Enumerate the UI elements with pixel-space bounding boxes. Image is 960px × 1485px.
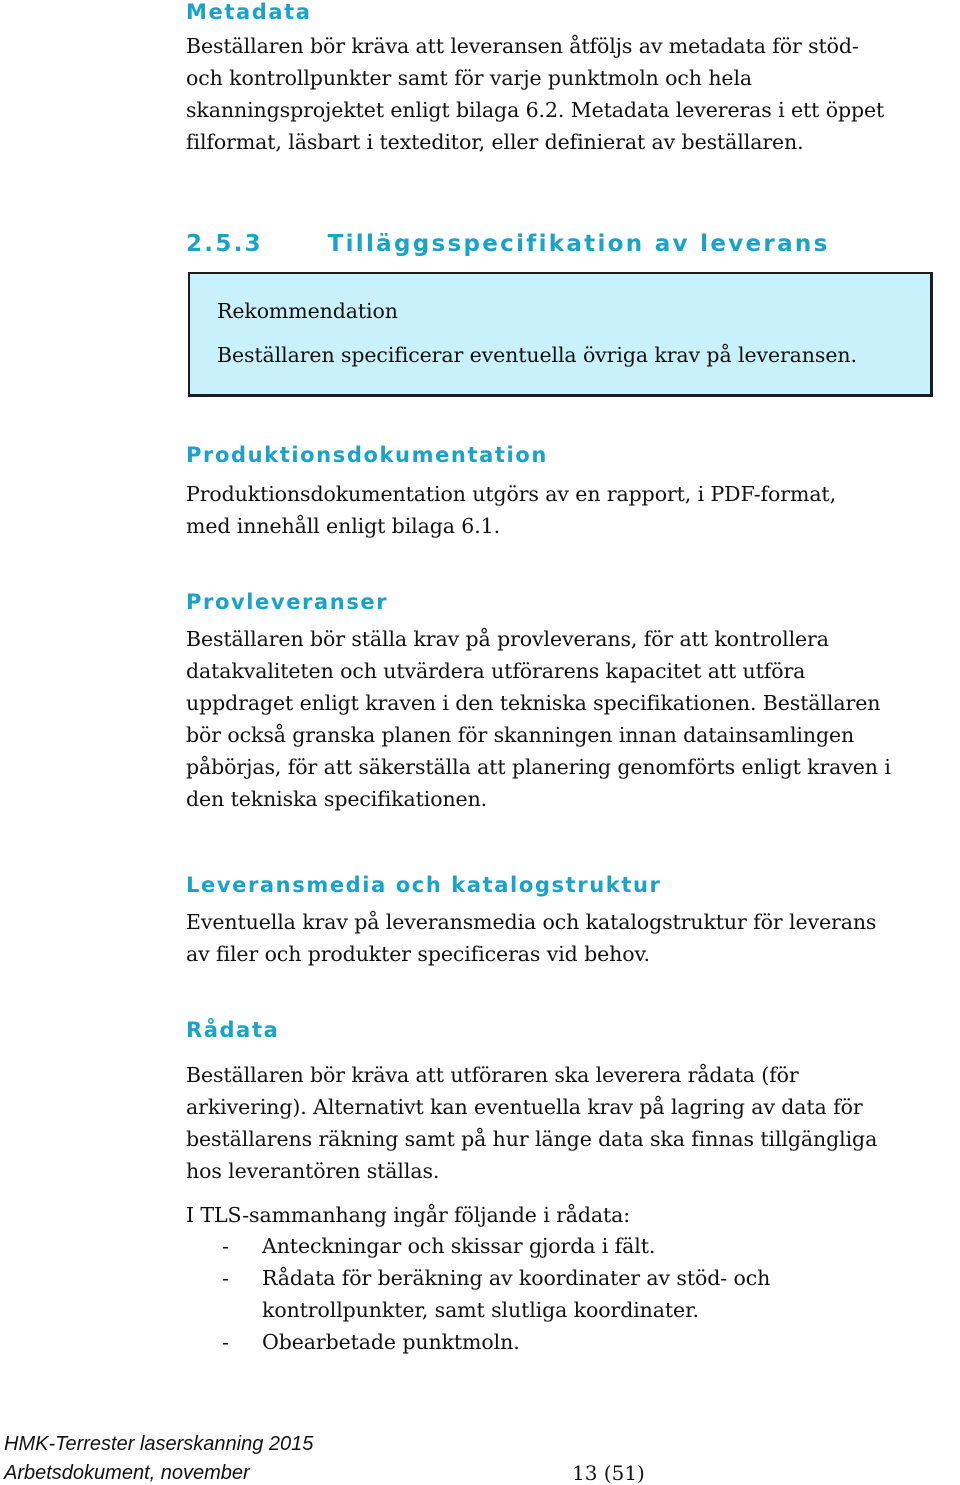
paragraph-line: och kontrollpunkter samt för varje punktmoln och hela	[186, 66, 753, 90]
list-item-text: kontrollpunkter, samt slutliga koordinater.	[262, 1298, 699, 1322]
paragraph-line: Produktionsdokumentation utgörs av en rapport, i PDF-format,	[186, 482, 836, 506]
paragraph-line: Beställaren bör ställa krav på provleverans, för att kontrollera	[186, 627, 829, 651]
paragraph-provleveranser	[186, 623, 946, 815]
recommendation-text: Beställaren specificerar eventuella övriga krav på leveransen.	[217, 343, 857, 367]
section-heading-leveransmedia: Leveransmedia och katalogstruktur	[186, 873, 662, 897]
paragraph-radata	[186, 1059, 946, 1187]
section-heading-metadata: Metadata	[186, 0, 312, 24]
radata-intro	[186, 1199, 946, 1231]
paragraph-line: den tekniska specifikationen.	[186, 787, 488, 811]
paragraph-line: I TLS-sammanhang ingår följande i rådata:	[186, 1203, 631, 1227]
section-heading-produktionsdokumentation: Produktionsdokumentation	[186, 443, 548, 467]
paragraph-line: filformat, läsbart i texteditor, eller definierat av beställaren.	[186, 130, 804, 154]
footer-document-status: Arbetsdokument, november	[4, 1462, 250, 1484]
section-heading-radata: Rådata	[186, 1018, 280, 1042]
paragraph-line: Beställaren bör kräva att leveransen åtföljs av metadata för stöd-	[186, 34, 859, 58]
radata-list	[186, 1230, 770, 1358]
list-item	[186, 1326, 770, 1358]
list-bullet: -	[222, 1234, 229, 1258]
section-heading-provleveranser: Provleveranser	[186, 590, 389, 614]
paragraph-line: av filer och produkter specificeras vid behov.	[186, 942, 650, 966]
paragraph-line: skanningsprojektet enligt bilaga 6.2. Metadata levereras i ett öppet	[186, 98, 885, 122]
paragraph-line: Eventuella krav på leveransmedia och katalogstruktur för leverans	[186, 910, 877, 934]
list-bullet: -	[222, 1266, 229, 1290]
paragraph-line: hos leverantören ställas.	[186, 1159, 440, 1183]
footer-document-title: HMK-Terrester laserskanning 2015	[4, 1433, 314, 1455]
list-item	[186, 1262, 770, 1326]
paragraph-line: datakvaliteten och utvärdera utförarens kapacitet att utföra	[186, 659, 806, 683]
paragraph-line: bör också granska planen för skanningen innan datainsamlingen	[186, 723, 855, 747]
subsection-number: 2.5.3	[186, 231, 263, 257]
recommendation-box	[188, 272, 933, 397]
list-item-text: Rådata för beräkning av koordinater av stöd- och	[262, 1266, 771, 1290]
paragraph-line: beställarens räkning samt på hur länge data ska finnas tillgängliga	[186, 1127, 878, 1151]
paragraph-line: med innehåll enligt bilaga 6.1.	[186, 514, 501, 538]
recommendation-label: Rekommendation	[217, 299, 398, 323]
paragraph-metadata	[186, 30, 946, 158]
page-number: 13 (51)	[572, 1461, 645, 1485]
paragraph-line: Beställaren bör kräva att utföraren ska leverera rådata (för	[186, 1063, 799, 1087]
paragraph-produktionsdokumentation	[186, 478, 946, 542]
list-item	[186, 1230, 770, 1262]
list-item-text: Obearbetade punktmoln.	[262, 1330, 520, 1354]
paragraph-line: arkivering). Alternativt kan eventuella krav på lagring av data för	[186, 1095, 863, 1119]
list-item-text: Anteckningar och skissar gjorda i fält.	[262, 1234, 656, 1258]
subsection-title: Tilläggsspecifikation av leverans	[327, 231, 830, 257]
subsection-heading	[186, 231, 830, 257]
paragraph-leveransmedia	[186, 906, 946, 970]
paragraph-line: påbörjas, för att säkerställa att planering genomförts enligt kraven i	[186, 755, 891, 779]
paragraph-line: uppdraget enligt kraven i den tekniska specifikationen. Beställaren	[186, 691, 881, 715]
list-bullet: -	[222, 1330, 229, 1354]
